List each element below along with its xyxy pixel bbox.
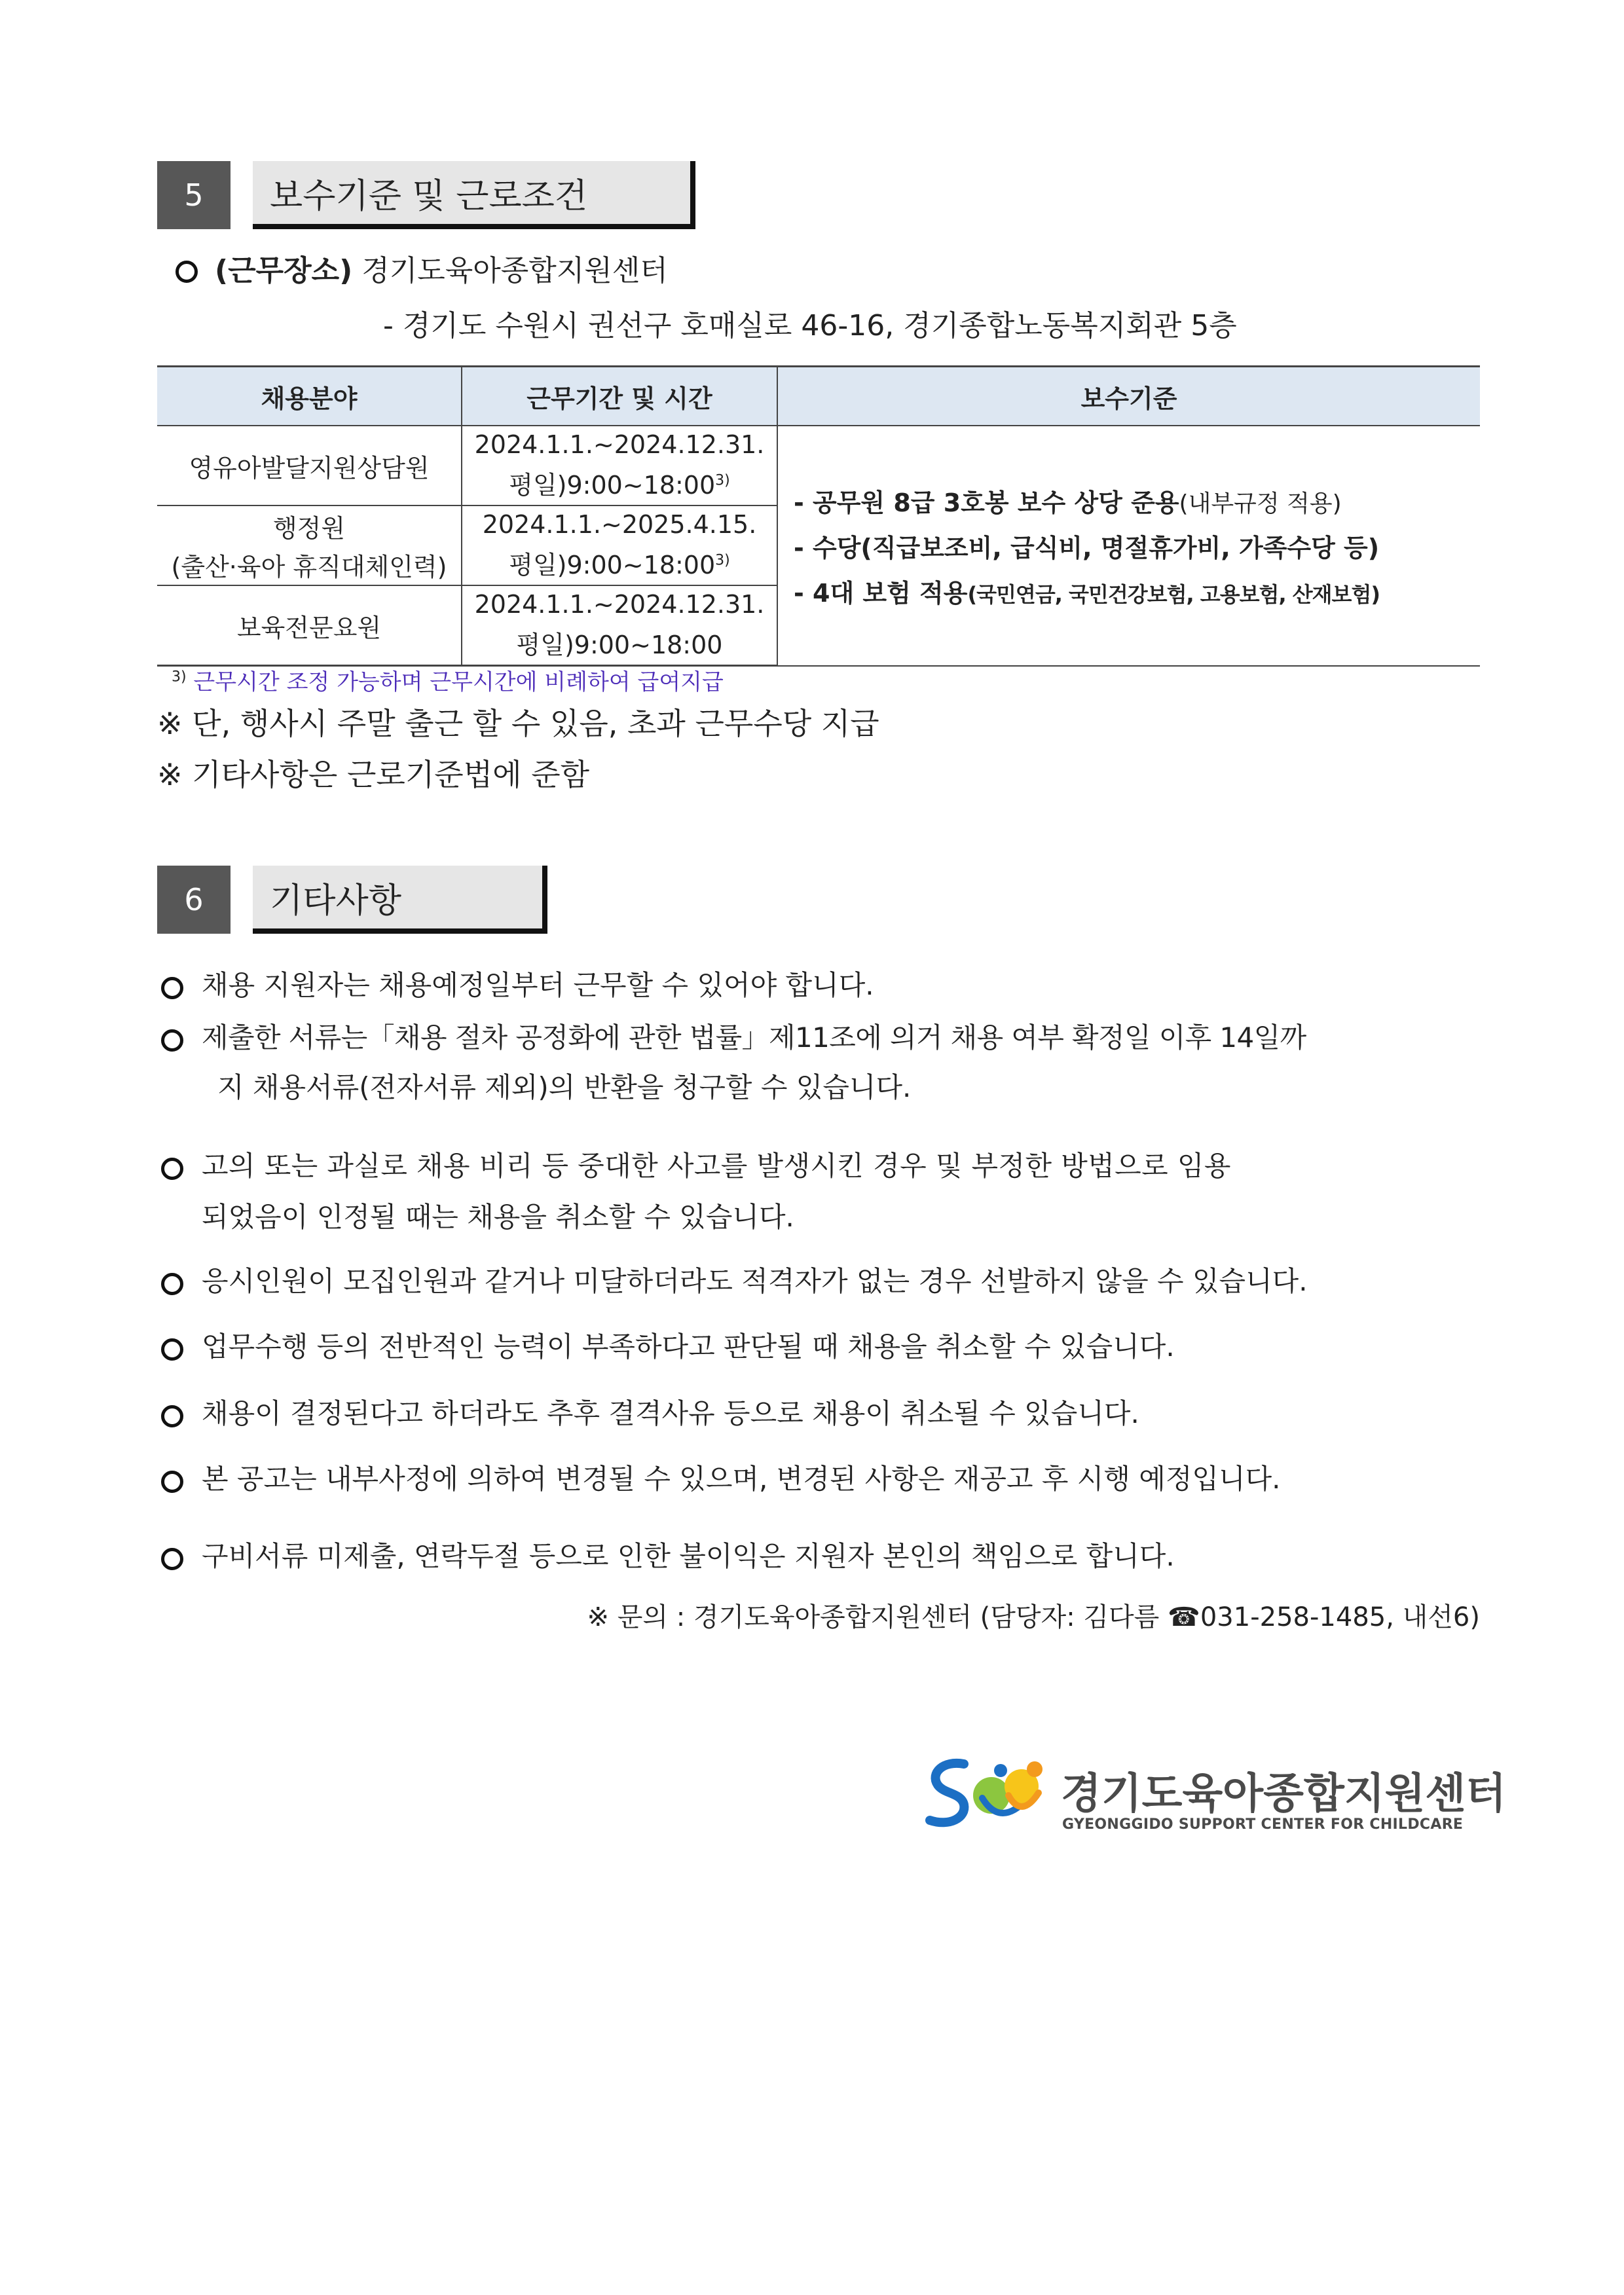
circle-bullet-icon <box>161 1338 183 1361</box>
circle-bullet-icon <box>161 1029 183 1052</box>
footnote <box>172 664 724 696</box>
list-item: 채용 지원자는 채용예정일부터 근무할 수 있어야 합니다. <box>202 969 874 1001</box>
row1-hours-wrap <box>462 465 777 501</box>
row2-period: 2024.1.1.~2025.4.15. <box>482 509 757 539</box>
workplace-address: - 경기도 수원시 권선구 호매실로 46-16, 경기종합노동복지회관 5층 <box>383 309 1237 342</box>
footnote-sup: 3) <box>172 669 187 686</box>
row2-field-line1: 행정원 <box>272 514 346 543</box>
note-1: ※ 단, 행사시 주말 출근 할 수 있음, 초과 근무수당 지급 <box>157 706 879 741</box>
list-item-continued: 되었음이 인정될 때는 채용을 취소할 수 있습니다. <box>202 1201 794 1233</box>
list-item: 제출한 서류는「채용 절차 공정화에 관한 법률」제11조에 의거 채용 여부 확정일 이후 14일까 <box>202 1021 1306 1054</box>
pay-line-3-main: - 4대 보험 적용 <box>794 578 968 608</box>
pay-line-3 <box>794 573 1480 609</box>
footnote-text: 근무시간 조정 가능하며 근무시간에 비례하여 급여지급 <box>193 669 724 695</box>
workplace-line <box>215 254 668 287</box>
pay-line-3-sub: (국민연금, 국민건강보험, 고용보험, 산재보험) <box>967 581 1380 607</box>
row2-field-cell <box>157 505 462 585</box>
contact-line: ※ 문의 : 경기도육아종합지원센터 (담당자: 김다름 ☎031-258-1485, 내선6) <box>587 1602 1480 1632</box>
row2-hours: 평일)9:00~18:00 <box>509 551 716 580</box>
circle-bullet-icon <box>161 977 183 999</box>
row2-period-cell <box>462 505 777 585</box>
pay-line-2 <box>794 528 1480 564</box>
list-item: 채용이 결정된다고 하더라도 추후 결격사유 등으로 채용이 취소될 수 있습니다. <box>202 1397 1139 1429</box>
row3-field: 보육전문요원 <box>157 585 462 666</box>
circle-bullet-icon <box>161 1471 183 1493</box>
list-item: 본 공고는 내부사정에 의하여 변경될 수 있으며, 변경된 사항은 재공고 후 시행 예정입니다. <box>202 1463 1281 1495</box>
header-pay: 보수기준 <box>777 367 1480 426</box>
row3-period-cell <box>462 585 777 666</box>
circle-bullet-icon <box>161 1405 183 1427</box>
row2-hours-wrap <box>462 545 777 581</box>
pay-line-2-main: - 수당(직급보조비, 급식비, 명절휴가비, 가족수당 등) <box>794 533 1380 562</box>
row3-hours: 평일)9:00~18:00 <box>516 631 723 660</box>
section-title-6: 기타사항 <box>253 866 547 934</box>
note-2: ※ 기타사항은 근로기준법에 준함 <box>157 757 590 792</box>
pay-cell <box>777 426 1480 666</box>
list-item: 구비서류 미제출, 연락두절 등으로 인한 불이익은 지원자 본인의 책임으로 합니다. <box>202 1540 1175 1572</box>
row1-hours: 평일)9:00~18:00 <box>509 471 716 500</box>
list-item: 응시인원이 모집인원과 같거나 미달하더라도 적격자가 없는 경우 선발하지 않을 수 있습니다. <box>202 1265 1308 1297</box>
header-field: 채용분야 <box>157 367 462 426</box>
section-title-5: 보수기준 및 근로조건 <box>253 161 695 229</box>
row1-field: 영유아발달지원상담원 <box>157 426 462 505</box>
logo-name-ko: 경기도육아종합지원센터 <box>1061 1770 1507 1818</box>
section-number-5: 5 <box>157 161 231 229</box>
list-item: 고의 또는 과실로 채용 비리 등 중대한 사고를 발생시킨 경우 및 부정한 방법으로 임용 <box>202 1150 1231 1182</box>
workplace-label: (근무장소) <box>215 254 353 287</box>
circle-bullet-icon <box>161 1548 183 1570</box>
table-row <box>157 426 1480 505</box>
circle-bullet-icon <box>161 1273 183 1295</box>
row3-period: 2024.1.1.~2024.12.31. <box>474 589 765 619</box>
row1-sup: 3) <box>715 472 730 489</box>
pay-line-1-main: - 공무원 8급 3호봉 보수 상당 준용 <box>794 488 1179 517</box>
pay-line-1 <box>794 483 1480 519</box>
circle-bullet-icon <box>175 261 198 283</box>
pay-line-1-sub: (내부규정 적용) <box>1179 490 1342 517</box>
section-number-6: 6 <box>157 866 231 934</box>
row2-field-line2: (출산·육아 휴직대체인력) <box>171 553 447 581</box>
header-period: 근무기간 및 시간 <box>462 367 777 426</box>
row1-period: 2024.1.1.~2024.12.31. <box>474 430 765 459</box>
workplace-name: 경기도육아종합지원센터 <box>361 254 668 287</box>
table-header-row <box>157 367 1480 426</box>
list-item: 업무수행 등의 전반적인 능력이 부족하다고 판단될 때 채용을 취소할 수 있습니다. <box>202 1331 1175 1363</box>
list-item-continued: 지 채용서류(전자서류 제외)의 반환을 청구할 수 있습니다. <box>217 1071 912 1103</box>
logo-name-en: GYEONGGIDO SUPPORT CENTER FOR CHILDCARE <box>1062 1816 1464 1833</box>
center-logo-icon <box>923 1756 1054 1835</box>
row2-sup: 3) <box>715 552 730 569</box>
recruitment-table <box>157 365 1480 667</box>
row1-period-cell <box>462 426 777 505</box>
circle-bullet-icon <box>161 1158 183 1180</box>
